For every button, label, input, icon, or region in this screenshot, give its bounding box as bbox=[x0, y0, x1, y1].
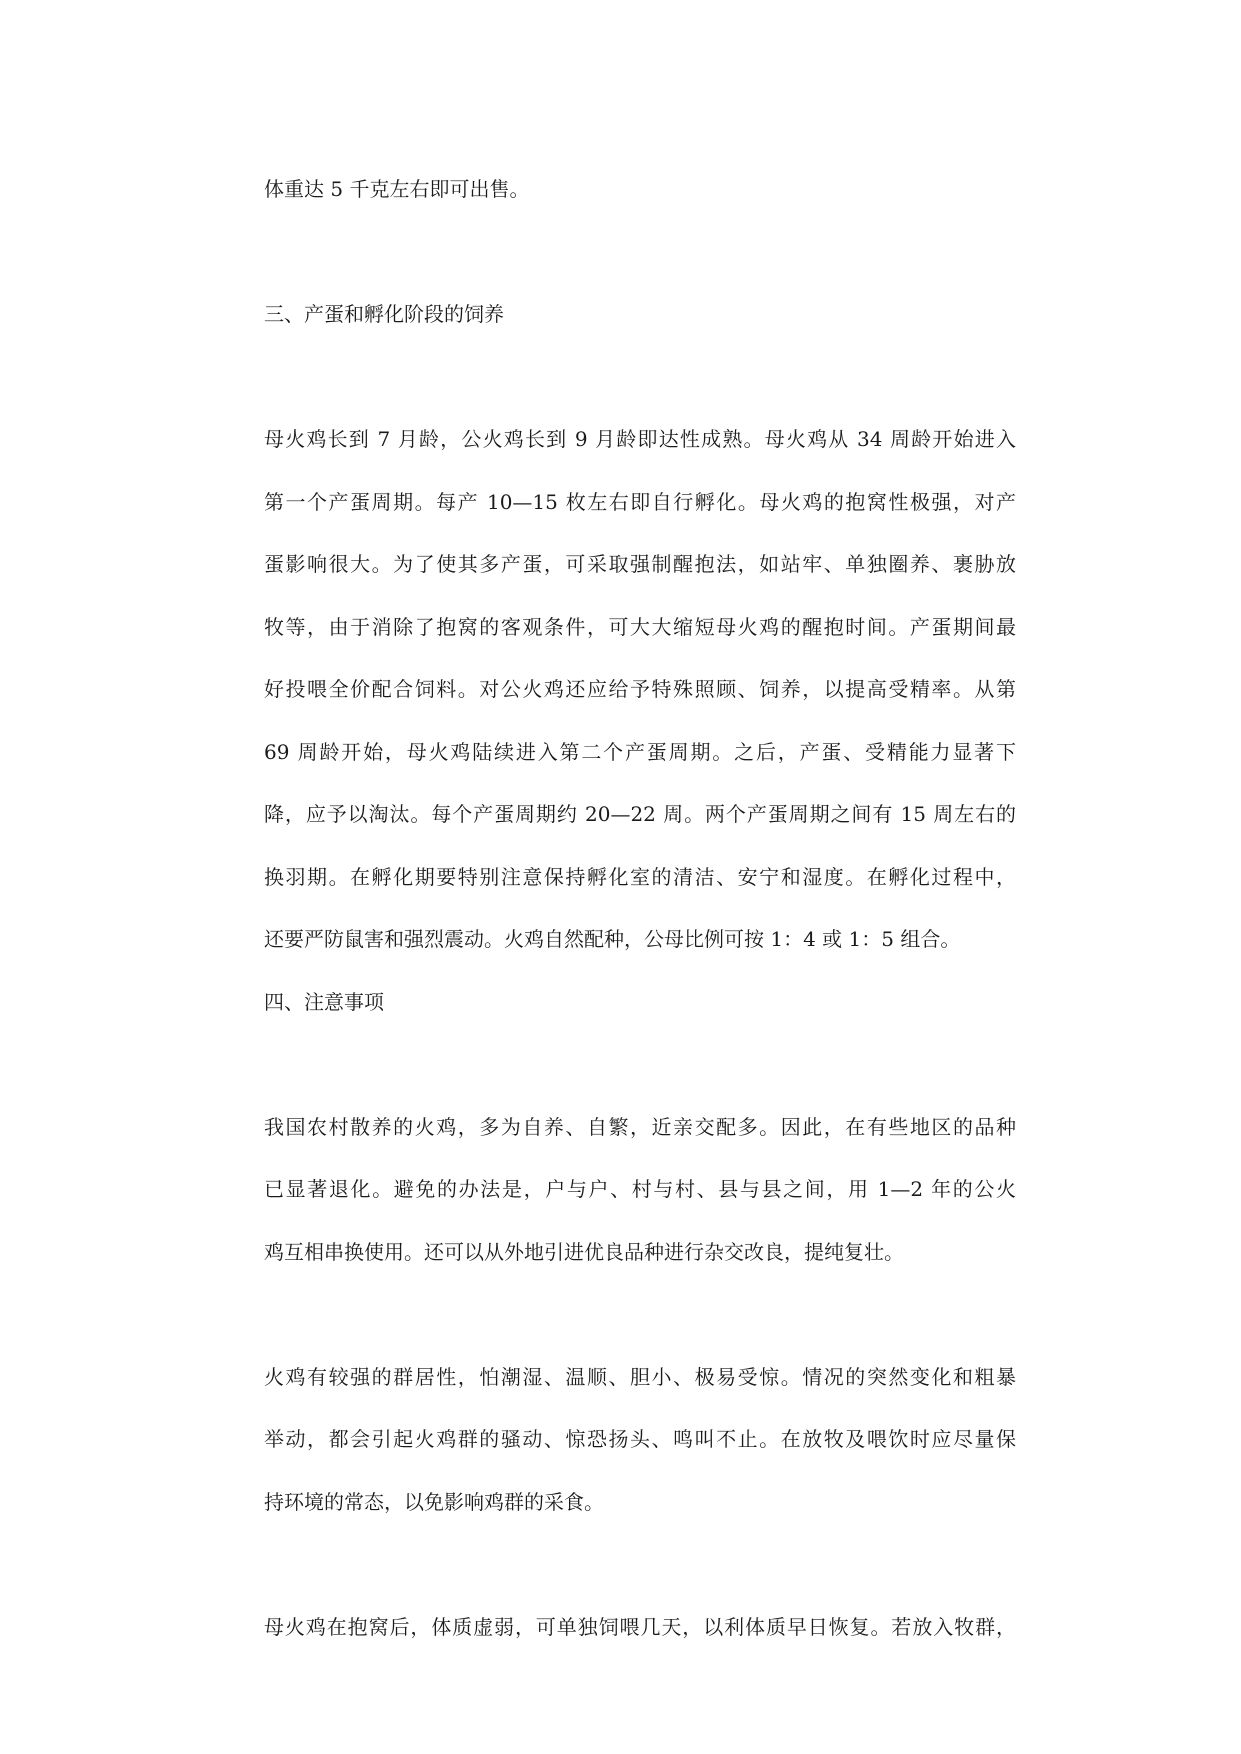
paragraph-line: 第一个产蛋周期。每产 10—15 枚左右即自行孵化。母火鸡的抱窝性极强，对产 bbox=[264, 489, 1016, 514]
paragraph-spacer bbox=[264, 221, 1016, 284]
paragraph-line: 降，应予以淘汰。每个产蛋周期约 20—22 周。两个产蛋周期之间有 15 周左右的 bbox=[264, 802, 1016, 826]
paragraph-line: 换羽期。在孵化期要特别注意保持孵化室的清洁、安宁和湿度。在孵化过程中， bbox=[264, 864, 1016, 889]
paragraph-line: 鸡互相串换使用。还可以从外地引进优良品种进行杂交改良，提纯复壮。 bbox=[264, 1239, 904, 1264]
paragraph-line: 体重达 5 千克左右即可出售。 bbox=[264, 177, 530, 201]
paragraph-line: 举动，都会引起火鸡群的骚动、惊恐扬头、鸣叫不止。在放牧及喂饮时应尽量保 bbox=[264, 1427, 1016, 1451]
paragraph-line: 已显著退化。避免的办法是，户与户、村与村、县与县之间，用 1—2 年的公火 bbox=[264, 1177, 1016, 1201]
paragraph-line: 69 周龄开始，母火鸡陆续进入第二个产蛋周期。之后，产蛋、受精能力显著下 bbox=[264, 739, 1016, 764]
section-heading-3: 三、产蛋和孵化阶段的饲养 bbox=[264, 302, 504, 326]
paragraph-spacer bbox=[264, 1033, 1016, 1096]
paragraph-line: 还要严防鼠害和强烈震动。火鸡自然配种，公母比例可按 1：4 或 1：5 组合。 bbox=[264, 927, 961, 951]
paragraph-line: 我国农村散养的火鸡，多为自养、自繁，近亲交配多。因此，在有些地区的品种 bbox=[264, 1114, 1016, 1139]
paragraph-line: 持环境的常态，以免影响鸡群的采食。 bbox=[264, 1489, 604, 1514]
paragraph-line: 牧等，由于消除了抱窝的客观条件，可大大缩短母火鸡的醒抱时间。产蛋期间最 bbox=[264, 614, 1016, 639]
paragraph-line: 母火鸡长到 7 月龄，公火鸡长到 9 月龄即达性成熟。母火鸡从 34 周龄开始进入 bbox=[264, 427, 1016, 451]
document-body bbox=[264, 158, 1016, 1658]
paragraph-spacer bbox=[264, 1283, 1016, 1346]
paragraph-spacer bbox=[264, 1533, 1016, 1596]
paragraph-line: 火鸡有较强的群居性，怕潮湿、温顺、胆小、极易受惊。情况的突然变化和粗暴 bbox=[264, 1364, 1016, 1389]
paragraph-line: 好投喂全价配合饲料。对公火鸡还应给予特殊照顾、饲养，以提高受精率。从第 bbox=[264, 677, 1016, 701]
paragraph-line: 蛋影响很大。为了使其多产蛋，可采取强制醒抱法，如站牢、单独圈养、裹胁放 bbox=[264, 552, 1016, 576]
section-heading-4: 四、注意事项 bbox=[264, 989, 384, 1014]
paragraph-spacer bbox=[264, 346, 1016, 409]
paragraph-line: 母火鸡在抱窝后，体质虚弱，可单独饲喂几天，以利体质早日恢复。若放入牧群， bbox=[264, 1614, 1016, 1639]
